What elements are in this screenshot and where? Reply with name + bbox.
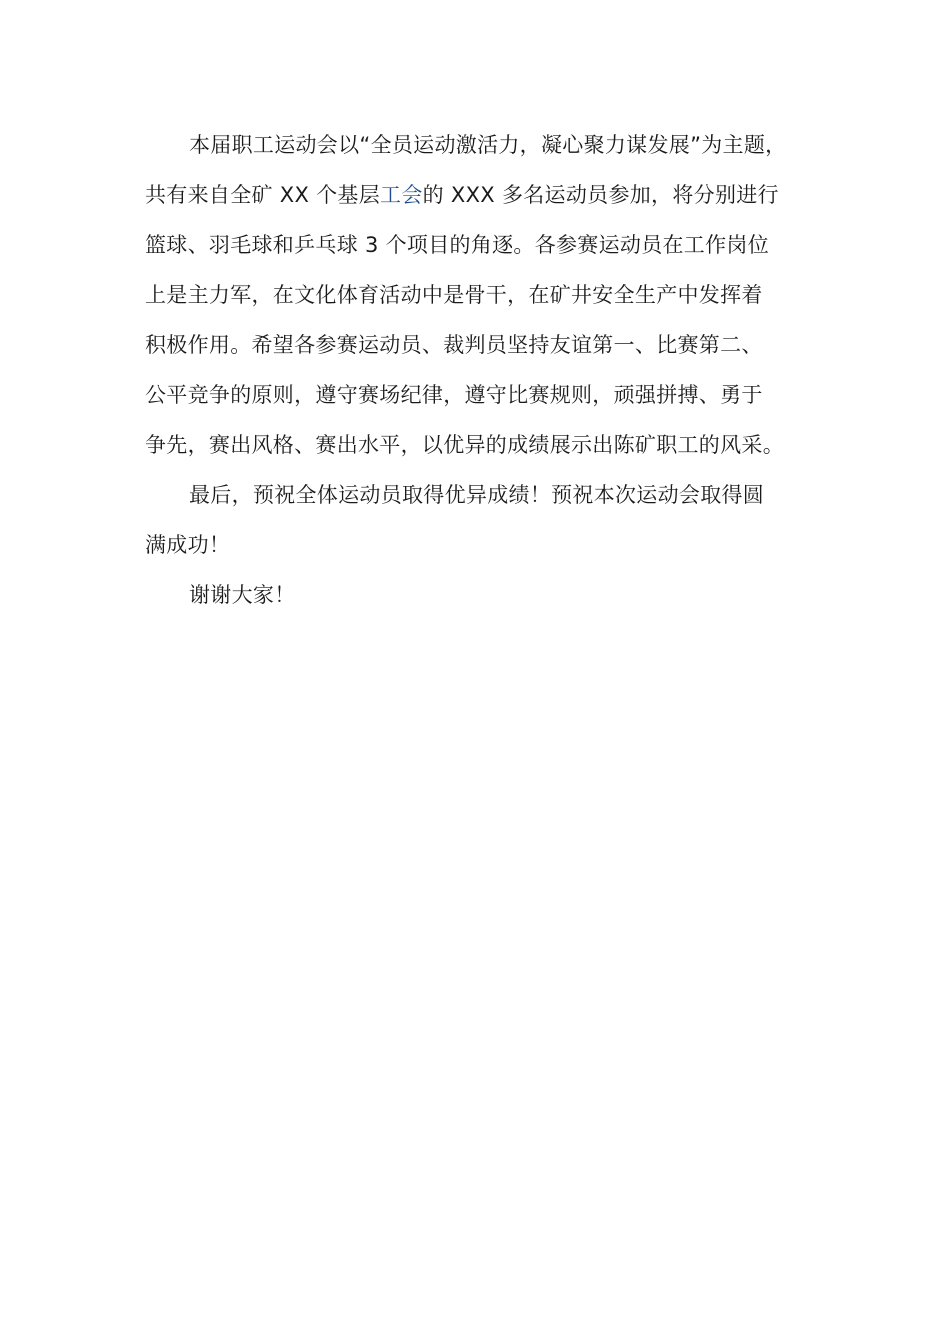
paragraph-line: 最后，预祝全体运动员取得优异成绩！预祝本次运动会取得圆 (189, 483, 765, 507)
paragraph-line: 公平竞争的原则，遵守赛场纪律，遵守比赛规则，顽强拼搏、勇于 (145, 383, 763, 407)
paragraph-line: 争先，赛出风格、赛出水平，以优异的成绩展示出陈矿职工的风采。 (145, 433, 784, 457)
paragraph-line: 谢谢大家！ (189, 583, 296, 607)
paragraph-wishes (145, 470, 815, 570)
text-segment: 的 XXX 多名运动员参加，将分别进行 (422, 183, 779, 207)
paragraph-line: 积极作用。希望各参赛运动员、裁判员坚持友谊第一、比赛第二、 (145, 333, 763, 357)
paragraph-line: 上是主力军，在文化体育活动中是骨干，在矿井安全生产中发挥着 (145, 283, 763, 307)
paragraph-line: 篮球、羽毛球和乒乓球 3 个项目的角逐。各参赛运动员在工作岗位 (145, 233, 770, 257)
text-segment: 共有来自全矿 XX 个基层 (145, 183, 381, 207)
paragraph-line (145, 170, 815, 220)
union-link[interactable]: 工会 (380, 183, 423, 207)
paragraph-thanks (145, 570, 815, 620)
paragraph-line: 满成功！ (145, 533, 231, 557)
document-body (145, 120, 815, 620)
paragraph-theme (145, 120, 815, 470)
paragraph-line: 本届职工运动会以“全员运动激活力，凝心聚力谋发展”为主题， (189, 133, 787, 157)
